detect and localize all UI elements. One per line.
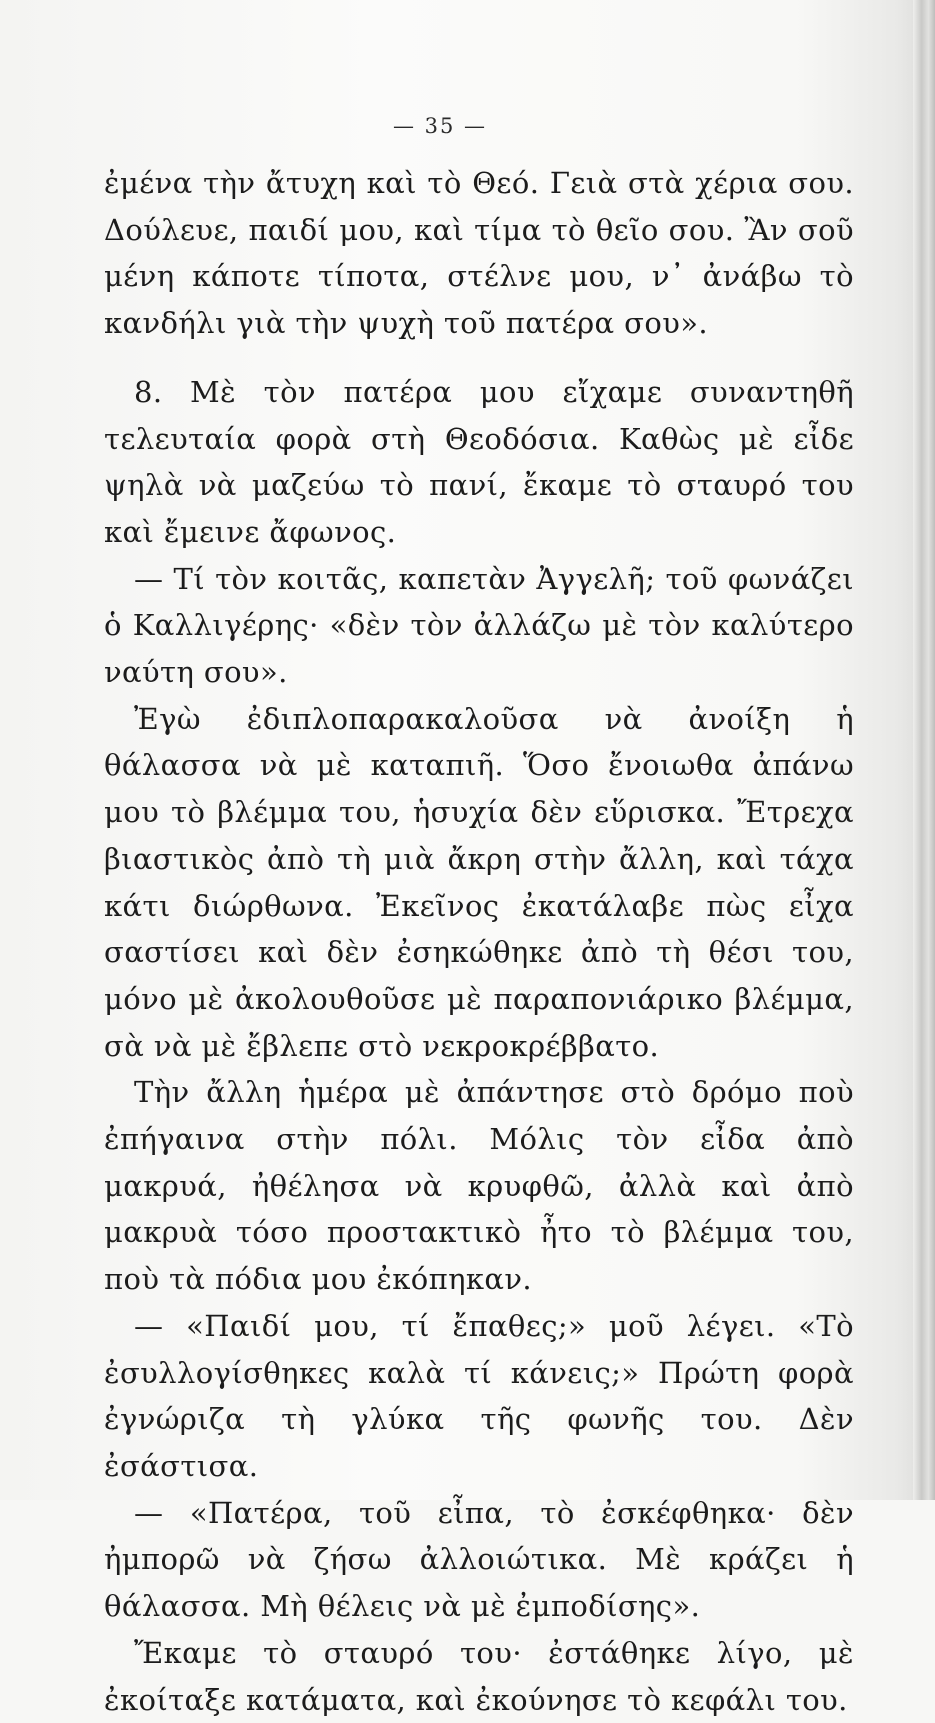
paragraph-8: Ἔκαμε τὸ σταυρό του· ἐστάθηκε λίγο, μὲ ἐκοίταξε κατάματα, καὶ ἐκούνησε τὸ κεφάλι του. bbox=[104, 1635, 854, 1717]
paragraph-4: Ἐγὼ ἐδιπλοπαρακαλοῦσα νὰ ἀνοίξη ἡ θάλασσα νὰ μὲ καταπιῆ. Ὅσο ἔνοιωθα ἀπάνω μου τὸ βλέμμα του, ἡσυχία δὲν εὕρισκα. Ἔτρεχα βιαστικὸς ἀπὸ τὴ μιὰ ἄκρη στὴν ἄλλη, καὶ τάχα κάτι διώρθωνα. Ἐκεῖνος ἐκατάλαβε πὼς εἶχα σαστίσει καὶ δὲν ἐσηκώθηκε ἀπὸ τὴ θέσι του, μόνο μὲ ἀκολουθοῦσε μὲ παραπονιάρικο βλέμμα, σὰ νὰ μὲ ἔβλεπε στὸ νεκροκρέββατο. bbox=[104, 701, 854, 1063]
page-number: — 35 — bbox=[392, 114, 488, 138]
paragraph-1: ἐμένα τὴν ἄτυχη καὶ τὸ Θεό. Γειὰ στὰ χέρια σου. Δούλευε, παιδί μου, καὶ τίμα τὸ θεῖο σου. Ἂν σοῦ μένη κάποτε τίποτα, στέλνε μου, ν᾿ ἀνάβω τὸ κανδήλι γιὰ τὴν ψυχὴ τοῦ πατέρα σου». bbox=[104, 166, 854, 341]
paragraph-7: — «Πατέρα, τοῦ εἶπα, τὸ ἐσκέφθηκα· δὲν ἠμπορῶ νὰ ζήσω ἀλλοιώτικα. Μὲ κράζει ἡ θάλασσα. Μὴ θέλεις νὰ μὲ ἐμποδίσης». bbox=[104, 1495, 854, 1624]
page-spine-shadow bbox=[913, 0, 935, 1500]
paragraph-6: — «Παιδί μου, τί ἔπαθες;» μοῦ λέγει. «Τὸ ἐσυλλογίσθηκες καλὰ τί κάνεις;» Πρώτη φορὰ ἐγνώριζα τὴ γλύκα τῆς φωνῆς του. Δὲν ἐσάστισα. bbox=[104, 1308, 854, 1483]
paragraph-2: 8. Μὲ τὸν πατέρα μου εἴχαμε συναντηθῆ τελευταία φορὰ στὴ Θεοδόσια. Καθὼς μὲ εἶδε ψηλὰ νὰ μαζεύω τὸ πανί, ἔκαμε τὸ σταυρό του καὶ ἔμεινε ἄφωνος. bbox=[104, 374, 854, 549]
page-body bbox=[104, 160, 854, 1723]
paragraph-3: — Τί τὸν κοιτᾶς, καπετὰν Ἀγγελῆ; τοῦ φωνάζει ὁ Καλλιγέρης· «δὲν τὸν ἀλλάζω μὲ τὸν καλύτερο ναύτη σου». bbox=[104, 561, 854, 690]
paragraph-5: Τὴν ἄλλη ἡμέρα μὲ ἀπάντησε στὸ δρόμο ποὺ ἐπήγαινα στὴν πόλι. Μόλις τὸν εἶδα ἀπὸ μακρυά, ἠθέλησα νὰ κρυφθῶ, ἀλλὰ καὶ ἀπὸ μακρυὰ τόσο προστακτικὸ ἦτο τὸ βλέμμα του, ποὺ τὰ πόδια μου ἐκόπηκαν. bbox=[104, 1075, 854, 1297]
